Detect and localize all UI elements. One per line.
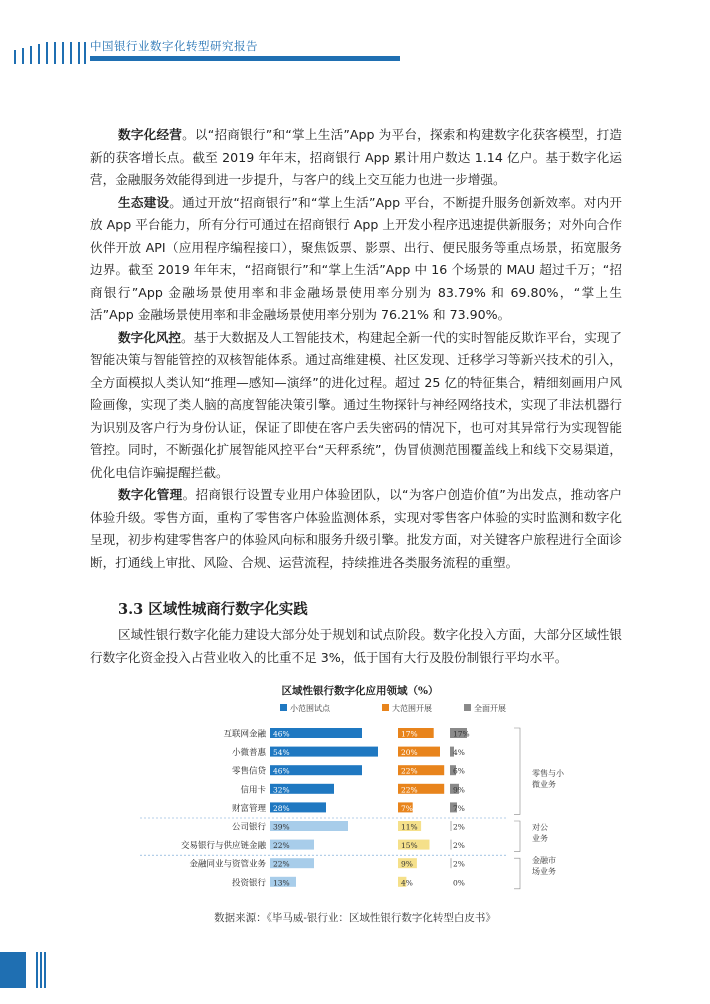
bar — [450, 858, 452, 868]
group-label: 对公业务 — [532, 823, 548, 843]
data-label: 9% — [401, 859, 413, 869]
category-label: 公司银行 — [231, 822, 266, 833]
group-label: 金融市场业务 — [532, 856, 556, 876]
category-label: 财富管理 — [231, 803, 266, 814]
category-label: 交易银行与供应链金融 — [180, 841, 266, 852]
data-label: 6% — [453, 766, 465, 776]
group-label: 零售与小微业务 — [532, 769, 564, 789]
group-bracket — [514, 821, 520, 852]
data-label: 2% — [453, 859, 465, 869]
paragraph-text: 。以“招商银行”和“掌上生活”App 为平台，探索和构建数字化获客模型，打造新的获客增长点。截至 2019 年年末，招商银行 App 累计用户数达 1.14 亿户。基于数字化运营，金融服务效能得到进一步提升，与客户的线上交互能力也进一步增强。 — [90, 127, 622, 187]
data-label: 0% — [453, 878, 465, 888]
paragraph-lead: 数字化经营 — [118, 127, 183, 142]
category-label: 金融同业与资管业务 — [189, 859, 266, 870]
data-label: 2% — [453, 822, 465, 832]
data-label: 11% — [401, 822, 418, 832]
body-text — [90, 124, 622, 574]
header-title: 中国银行业数字化转型研究报告 — [90, 39, 258, 53]
paragraph-digital-operation — [90, 124, 622, 192]
bar — [450, 821, 452, 831]
category-label: 投资银行 — [231, 878, 266, 889]
paragraph-text: 。通过开放“招商银行”和“掌上生活”App 平台，不断提升服务创新效率。对内开放 App 平台能力，所有分行可通过在招商银行 App 上开发小程序迅速提供新服务；对外向合作伙伴开放 API（应用程序编程接口），聚焦饭票、影票、出行、便民服务等重点场景，拓宽服务边界。截至 2019 年年末，“招商银行”和“掌上生活”App 中 16 个场景的 MAU 超过千万；“招商银行”App 金融场景使用率和非金融场景使用率分别为 83.79% 和 69.80%，“掌上生活”App 金融场景使用率和非金融场景使用率分别为 76.21% 和 73.90%。 — [90, 194, 622, 322]
bar-chart — [140, 680, 580, 895]
data-label: 4% — [401, 878, 413, 888]
group-bracket — [514, 858, 520, 889]
legend-swatch — [464, 704, 471, 711]
paragraph-lead: 数字化风控 — [118, 329, 182, 345]
data-label: 22% — [401, 785, 418, 795]
group-bracket — [514, 728, 520, 814]
paragraph-text: 。招商银行设置专业用户体验团队，以“为客户创造价值”为出发点，推动客户体验升级。零售方面，重构了零售客户体验监测体系，实现对零售客户体验的实时监测和数字化呈现，初步构建零售客户的体验风向标和服务升级引擎。批发方面，对关键客户旅程进行全面诊断，打通线上审批、风险、合规、运营流程，持续推进各类服务流程的重塑。 — [90, 487, 622, 570]
data-label: 28% — [273, 803, 290, 813]
data-label: 15% — [401, 841, 418, 851]
data-label: 7% — [401, 803, 413, 813]
chart-title: 区域性银行数字化应用领域（%） — [281, 685, 439, 697]
source-note: 数据来源：《毕马威-银行业：区域性银行数字化转型白皮书》 — [214, 912, 496, 924]
page-number: 8 — [28, 957, 36, 971]
category-label: 零售信贷 — [231, 766, 266, 777]
paragraph-lead: 生态建设 — [118, 194, 170, 210]
paragraph-management — [90, 484, 622, 574]
data-label: 46% — [273, 729, 290, 739]
data-label: 9% — [453, 785, 465, 795]
paragraph-text: 。基于大数据及人工智能技术，构建起全新一代的实时智能反欺诈平台，实现了智能决策与智能管控的双核智能体系。通过高维建模、社区发现、迁移学习等新兴技术的引入，全方面模拟人类认知“推理—感知—演绎”的进化过程。超过 25 亿的特征集合，精细刻画用户风险画像，实现了类人脑的高度智能决策引擎。通过生物探针与神经网络技术，实现了非法机器行为识别及客户行为身份认证，保证了即使在客户丢失密码的情况下，也可对其异常行为实现智能管控。同时，不断强化扩展智能风控平台“天秤系统”，伪冒侦测范围覆盖线上和线下交易渠道，优化电信诈骗提醒拦截。 — [90, 329, 623, 480]
data-label: 46% — [273, 766, 290, 776]
legend-swatch — [280, 704, 287, 711]
data-label: 22% — [401, 766, 418, 776]
page-number-decoration — [0, 952, 48, 988]
data-label: 2% — [453, 841, 465, 851]
legend-swatch — [382, 704, 389, 711]
category-label: 互联网金融 — [223, 729, 266, 740]
section-heading: 3.3 区域性城商行数字化实践 — [118, 601, 308, 618]
data-label: 17% — [453, 729, 470, 739]
header-stripes-decoration — [0, 42, 88, 64]
data-label: 32% — [273, 785, 290, 795]
data-label: 20% — [401, 748, 418, 758]
data-label: 22% — [273, 841, 290, 851]
section-intro: 区域性银行数字化能力建设大部分处于规划和试点阶段。数字化投入方面，大部分区域性银行数字化资金投入占营业收入的比重不足 3%，低于国有大行及股份制银行平均水平。 — [90, 627, 622, 665]
paragraph-lead: 数字化管理 — [118, 487, 183, 502]
category-label: 小微普惠 — [231, 748, 266, 759]
data-label: 13% — [273, 878, 290, 888]
data-label: 39% — [273, 822, 290, 832]
data-label: 54% — [273, 748, 290, 758]
data-label: 17% — [401, 729, 418, 739]
header-bar — [90, 56, 400, 61]
category-label: 信用卡 — [240, 785, 266, 796]
bar — [450, 840, 452, 850]
data-label: 22% — [273, 859, 290, 869]
paragraph-ecosystem — [90, 192, 622, 327]
data-label: 4% — [453, 748, 465, 758]
paragraph-risk-control — [90, 327, 622, 485]
legend-label: 大范围开展 — [392, 704, 432, 713]
legend-label: 全面开展 — [474, 704, 506, 713]
legend-label: 小范围试点 — [290, 704, 330, 713]
data-label: 7% — [453, 803, 465, 813]
